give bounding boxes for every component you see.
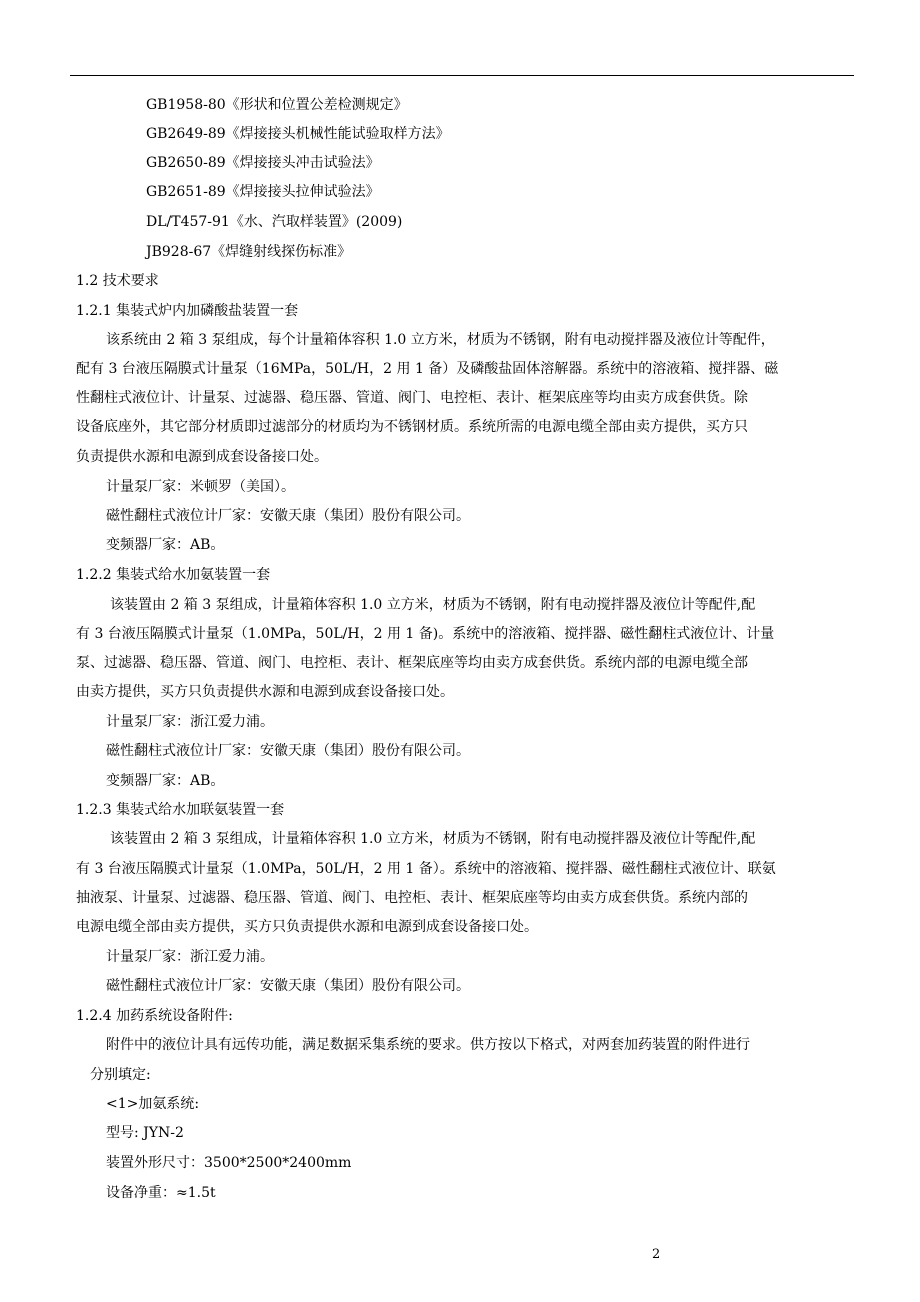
section-heading-1-2-2: 1.2.2 集装式给水加氨装置一套 xyxy=(76,567,271,583)
paragraph-line: 抽液泵、计量泵、过滤器、稳压器、管道、阀门、电控柜、表计、框架底座等均由卖方成套供货。系统内部的 xyxy=(76,890,748,906)
paragraph-line: 负责提供水源和电源到成套设备接口处。 xyxy=(76,449,328,465)
section-heading-1-2-4: 1.2.4 加药系统设备附件: xyxy=(76,1008,233,1024)
spec-line: <1>加氨系统: xyxy=(106,1096,200,1112)
reference-5: DL/T457-91《水、汽取样装置》(2009) xyxy=(146,214,403,230)
section-heading-1-2-3: 1.2.3 集装式给水加联氨装置一套 xyxy=(76,802,285,818)
vendor-line: 磁性翻柱式液位计厂家：安徽天康（集团）股份有限公司。 xyxy=(106,508,470,524)
spec-line: 装置外形尺寸：3500*2500*2400mm xyxy=(106,1155,352,1171)
spec-line: 型号: JYN-2 xyxy=(106,1125,184,1141)
section-heading-1-2: 1.2 技术要求 xyxy=(76,273,159,289)
paragraph-line: 设备底座外，其它部分材质即过滤部分的材质均为不锈钢材质。系统所需的电源电缆全部由卖方提供，买方只 xyxy=(76,419,748,435)
paragraph-line: 该装置由 2 箱 3 泵组成，计量箱体容积 1.0 立方米，材质为不锈钢，附有电动搅拌器及液位计等配件,配 xyxy=(110,597,756,613)
paragraph-line: 由卖方提供，买方只负责提供水源和电源到成套设备接口处。 xyxy=(76,684,454,700)
reference-4: GB2651-89《焊接接头拉伸试验法》 xyxy=(146,184,380,200)
paragraph-line: 泵、过滤器、稳压器、管道、阀门、电控柜、表计、框架底座等均由卖方成套供货。系统内部的电源电缆全部 xyxy=(76,655,748,671)
paragraph-line: 性翻柱式液位计、计量泵、过滤器、稳压器、管道、阀门、电控柜、表计、框架底座等均由卖方成套供货。除 xyxy=(76,390,748,406)
vendor-line: 磁性翻柱式液位计厂家：安徽天康（集团）股份有限公司。 xyxy=(106,743,470,759)
reference-6: JB928-67《焊缝射线探伤标准》 xyxy=(146,244,352,260)
vendor-line: 计量泵厂家：浙江爱力浦。 xyxy=(106,949,274,965)
paragraph-line: 有 3 台液压隔膜式计量泵（1.0MPa，50L/H，2 用 1 备）。系统中的溶液箱、搅拌器、磁性翻柱式液位计、联氨 xyxy=(76,861,776,877)
paragraph-line: 该装置由 2 箱 3 泵组成，计量箱体容积 1.0 立方米，材质为不锈钢，附有电动搅拌器及液位计等配件,配 xyxy=(110,831,756,847)
vendor-line: 计量泵厂家：浙江爱力浦。 xyxy=(106,714,274,730)
vendor-line: 计量泵厂家：米顿罗（美国）。 xyxy=(106,479,295,495)
reference-1: GB1958-80《形状和位置公差检测规定》 xyxy=(146,97,408,113)
header-rule xyxy=(70,75,854,76)
section-heading-1-2-1: 1.2.1 集装式炉内加磷酸盐装置一套 xyxy=(76,303,299,319)
vendor-line: 变频器厂家：AB。 xyxy=(106,537,225,553)
vendor-line: 变频器厂家：AB。 xyxy=(106,773,225,789)
paragraph-line: 分别填定: xyxy=(90,1067,151,1083)
paragraph-line: 电源电缆全部由卖方提供，买方只负责提供水源和电源到成套设备接口处。 xyxy=(76,919,538,935)
spec-line: 设备净重：≈1.5t xyxy=(106,1185,216,1201)
paragraph-line: 附件中的液位计具有远传功能，满足数据采集系统的要求。供方按以下格式，对两套加药装置的附件进行 xyxy=(106,1037,750,1053)
paragraph-line: 该系统由 2 箱 3 泵组成，每个计量箱体容积 1.0 立方米，材质为不锈钢，附有电动搅拌器及液位计等配件， xyxy=(106,332,775,348)
paragraph-line: 有 3 台液压隔膜式计量泵（1.0MPa，50L/H，2 用 1 备)。系统中的溶液箱、搅拌器、磁性翻柱式液位计、计量 xyxy=(76,626,775,642)
vendor-line: 磁性翻柱式液位计厂家：安徽天康（集团）股份有限公司。 xyxy=(106,978,470,994)
paragraph-line: 配有 3 台液压隔膜式计量泵（16MPa，50L/H，2 用 1 备）及磷酸盐固体溶解器。系统中的溶液箱、搅拌器、磁 xyxy=(76,361,779,377)
reference-2: GB2649-89《焊接接头机械性能试验取样方法》 xyxy=(146,126,450,142)
reference-3: GB2650-89《焊接接头冲击试验法》 xyxy=(146,155,380,171)
page-number: 2 xyxy=(652,1247,661,1262)
